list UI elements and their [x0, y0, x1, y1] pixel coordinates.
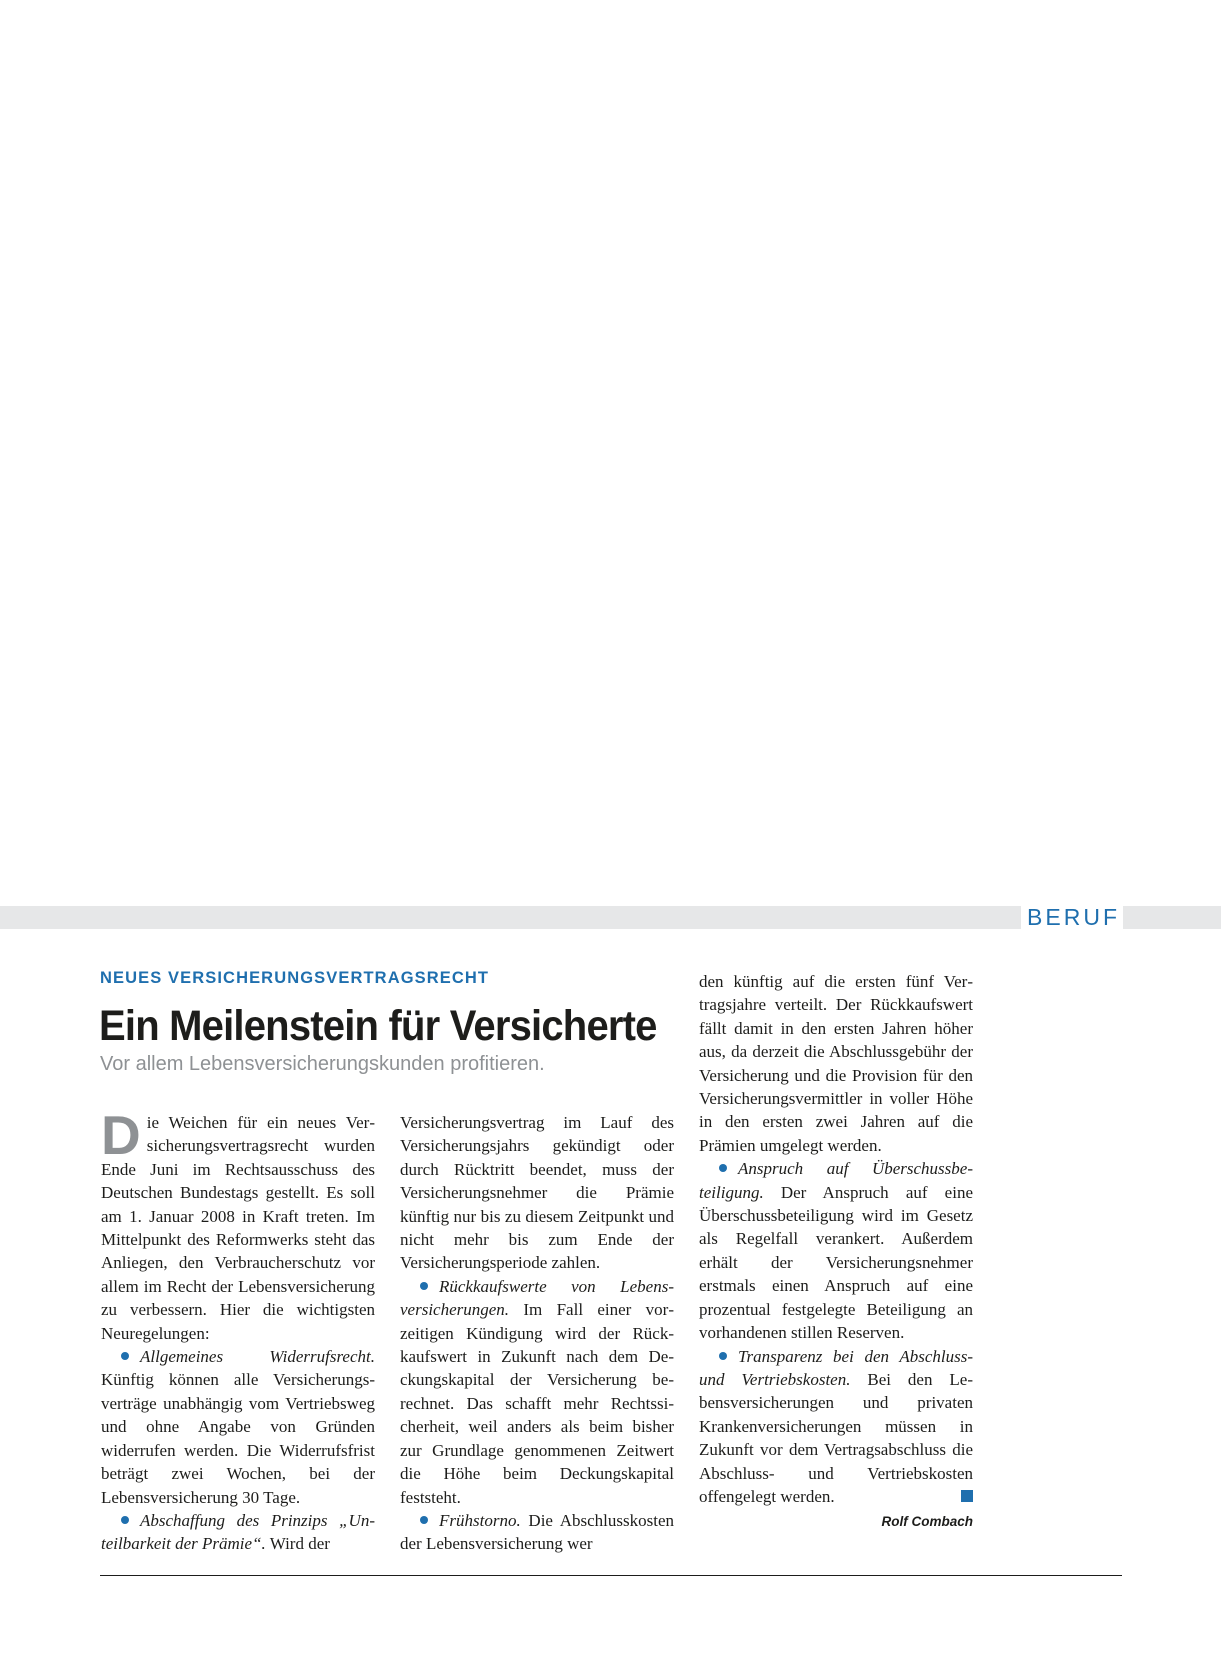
- list-item: Rückkaufswerte von Lebensversicherungen. Im Fall einer vorzeitigen Kündigung wird der Rückkaufswert in Zukunft nach dem Deckungskapital der Versicherung berechnet. Das schafft mehr Rechtssicherheit, weil anders als beim bisher zur Grundlage genommenen Zeitwert die Höhe beim Deckungskapital feststeht.: [400, 1276, 674, 1507]
- author-byline: Rolf Combach: [881, 1514, 973, 1530]
- bottom-rule: [100, 1575, 1122, 1576]
- article-column-3: [699, 970, 973, 1532]
- list-item: Transparenz bei den Abschluss- und Vertriebskosten. Bei den Lebensversicherungen und privaten Krankenversicherungen müssen in Zukunft vor dem Vertragsabschluss die Abschluss- und Vertriebskosten offengelegt werden.: [699, 1346, 973, 1506]
- article-subline: Vor allem Lebensversicherungskunden profitieren.: [100, 1053, 545, 1075]
- list-item: Frühstorno. Die Abschlusskosten der Lebensversicherung wer: [400, 1510, 674, 1554]
- bullet-icon: [719, 1164, 727, 1172]
- paragraph: Versicherungsvertrag im Lauf des Versicherungsjahrs gekündigt oder durch Rücktritt beendet, muss der Versicherungsnehmer die Prämie künftig nur bis zu diesem Zeitpunkt und nicht mehr bis zum Ende der Versicherungsperiode zahlen.: [400, 1113, 674, 1273]
- list-item: Anspruch auf Überschussbeteiligung. Der Anspruch auf eine Überschussbeteiligung wird im Gesetz als Regelfall verankert. Außerdem erhält der Versicherungsnehmer erstmals einen Anspruch auf eine prozentual festgelegte Beteiligung an vorhandenen stillen Reserven.: [699, 1159, 973, 1343]
- intro-paragraph: Die Weichen für ein neues Versicherungsvertragsrecht wurden Ende Juni im Rechtsausschuss des Deutschen Bundestags gestellt. Es soll am 1. Januar 2008 in Kraft treten. Im Mittelpunkt des Reformwerks steht das Anliegen, den Verbraucherschutz vor allem im Recht der Lebensversicherung zu verbessern. Hier die wichtigsten Neuregelungen:: [101, 1104, 375, 1343]
- article-headline: Ein Meilenstein für Versicherte: [99, 1002, 657, 1050]
- bullet-icon: [121, 1516, 129, 1524]
- end-mark-icon: [961, 1490, 973, 1502]
- drop-cap: D: [101, 1104, 141, 1166]
- article-kicker: NEUES VERSICHERUNGSVERTRAGSRECHT: [100, 969, 490, 987]
- list-item: Allgemeines Widerrufsrecht. Künftig können alle Versicherungsverträge unabhängig vom Vertriebsweg und ohne Angabe von Gründen widerrufen werden. Die Widerrufsfrist beträgt zwei Wochen, bei der Lebensversicherung 30 Tage.: [101, 1347, 375, 1507]
- article-column-1: [101, 1104, 375, 1556]
- section-label: BERUF: [1021, 904, 1123, 930]
- list-item: Abschaffung des Prinzips „Unteilbarkeit der Prämie“. Wird der: [101, 1510, 375, 1554]
- bullet-icon: [420, 1282, 428, 1290]
- bullet-icon: [719, 1352, 727, 1360]
- bullet-icon: [420, 1516, 428, 1524]
- paragraph: den künftig auf die ersten fünf Vertragsjahre verteilt. Der Rückkaufswert fällt damit in den ersten Jahren höher aus, da derzeit die Abschlussgebühr der Versicherung und die Provision für den Versicherungsvermittler in voller Höhe in den ersten zwei Jahren auf die Prämien umgelegt werden.: [699, 972, 973, 1155]
- bullet-icon: [121, 1352, 129, 1360]
- article-column-2: [400, 1111, 674, 1556]
